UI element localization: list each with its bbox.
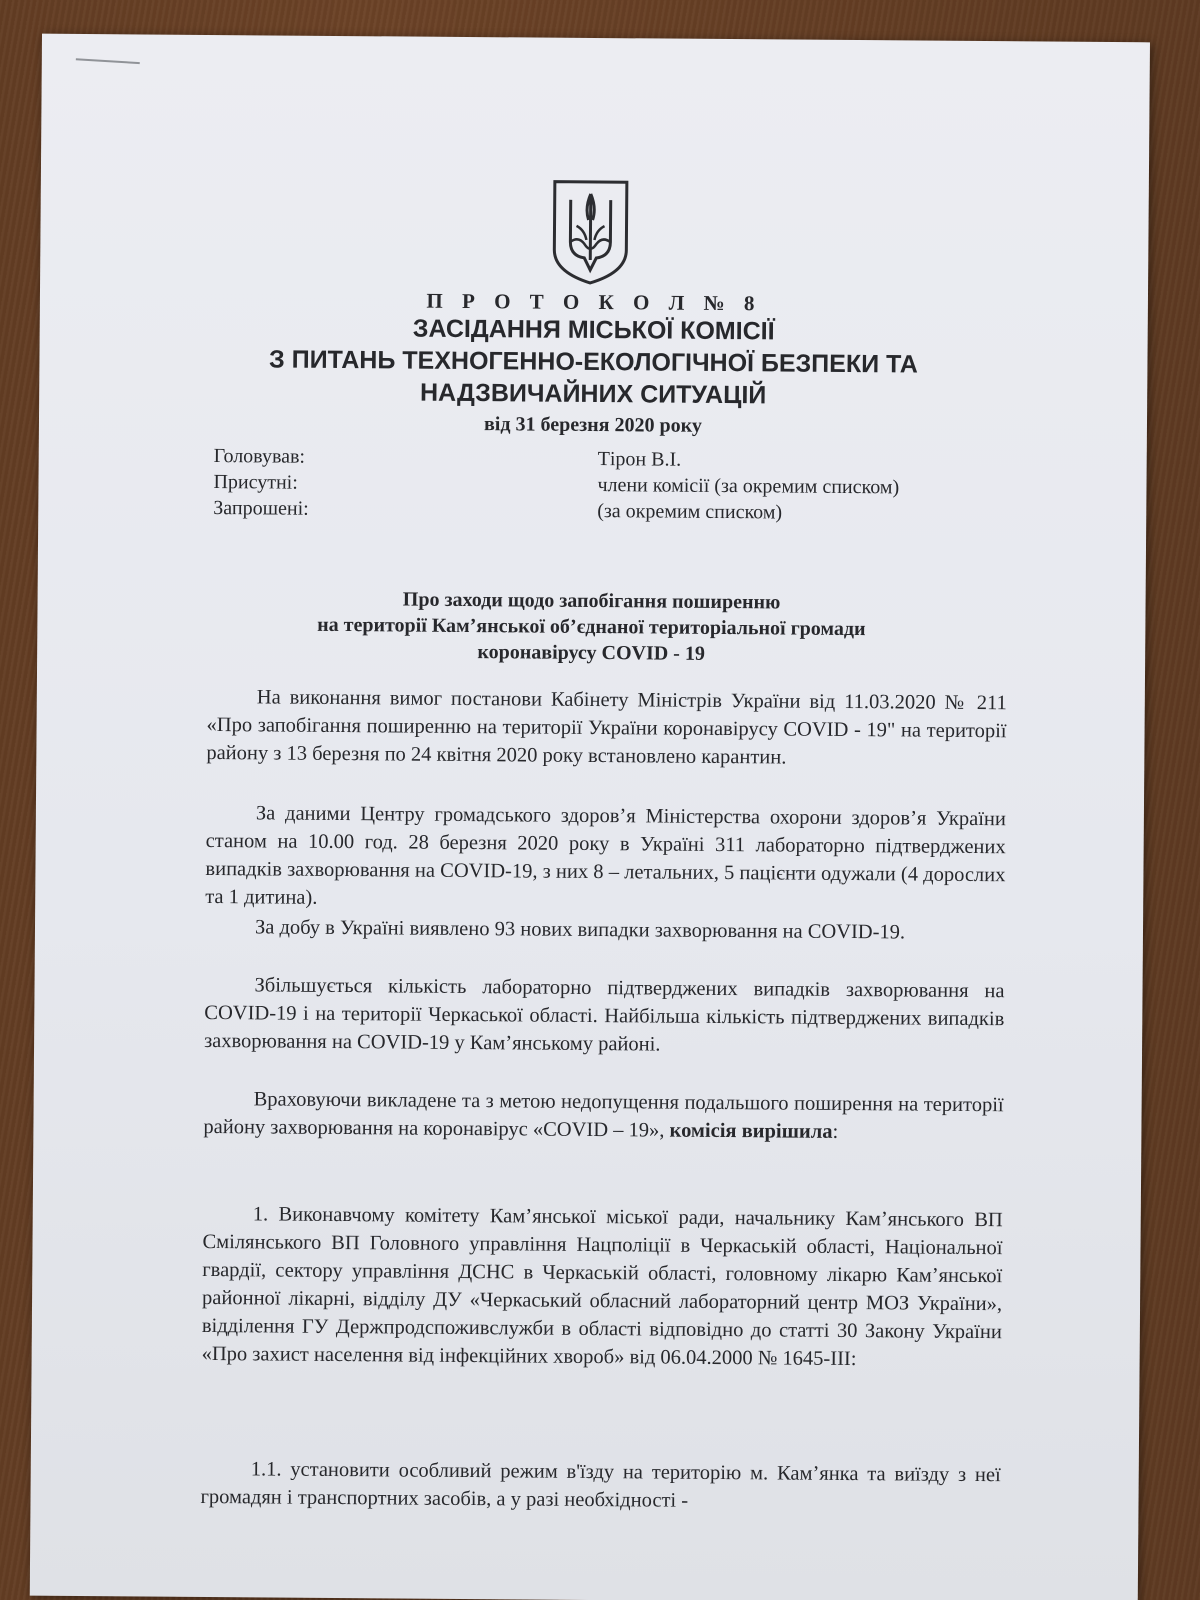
trident-emblem-icon [550, 178, 631, 287]
protocol-date: від 31 березня 2020 року [483, 413, 702, 437]
meta-value: члени комісії (за окремим списком) [597, 474, 900, 499]
decision-bold: комісія вирішила [669, 1119, 833, 1143]
title-line-2: З ПИТАНЬ ТЕХНОГЕННО-ЕКОЛОГІЧНОЇ БЕЗПЕКИ ТА [268, 345, 918, 379]
item-1-1: 1.1. установити особливий режим в'їзду на територію м. Кам’янка та виїзду з неї громадян і транспортних засобів, а у разі необхідності - [200, 1458, 1001, 1512]
item-1: 1. Виконавчому комітету Кам’янської міської ради, начальнику Кам’янського ВП Смілянського ВП Головного управління Нацполіції в Черкаській області, Національної гвардії, сектору управління ДСНС в Черкаській області, головному лікарю Кам’янської районної лікарні, відділу ДУ «Черкаський обласний лабораторний центр МОЗ України», відділення ГУ Держпродспоживслужби в області відповідно до статті 30 Закону України «Про захист населення від інфекційних хвороб» від 06.04.2000 № 1645-ІІІ: [201, 1203, 1003, 1371]
title-line-1: ЗАСІДАННЯ МІСЬКОЇ КОМІСІЇ [412, 314, 775, 346]
paragraph: За добу в Україні виявлено 93 нових випадки захворювання на COVID-19. [254, 916, 906, 944]
meta-label: Присутні: [213, 471, 298, 494]
decision-text: Враховуючи викладене та з метою недопущення подальшого поширення на території району захворювання на коронавірус «COVID – 19», [203, 1088, 1004, 1142]
paragraph: Збільшується кількість лабораторно підтверджених випадків захворювання на COVID-19 і на території Черкаської області. Найбільша кількість підтверджених випадків захворювання на COVID-19 у Кам’янському районі. [204, 974, 1005, 1056]
subject-line-1: Про заходи щодо запобігання поширенню [402, 588, 781, 614]
subject-line-3: коронавірусу COVID - 19 [477, 641, 705, 665]
paragraph: За даними Центру громадського здоров’я Міністерства охорони здоров’я України станом на 10.00 год. 28 березня 2020 року в Україні 311 лабораторно підтверджених випадків захворювання на COVID-19, з них 8 – летальних, 5 пацієнти одужали (4 дорослих та 1 дитина). [205, 802, 1006, 909]
title-line-3: НАДЗВИЧАЙНИХ СИТУАЦІЙ [419, 378, 767, 410]
document-page [30, 34, 1150, 1600]
protocol-number: П Р О Т О К О Л № 8 [426, 288, 762, 316]
meta-value: (за окремим списком) [597, 500, 783, 524]
paragraph: На виконання вимог постанови Кабінету Міністрів України від 11.03.2020 № 211 «Про запобігання поширенню на території України коронавірусу COVID - 19" на території району з 13 березня по 24 квітня 2020 року встановлено карантин. [206, 686, 1007, 769]
decision-end: : [832, 1120, 839, 1143]
meta-label: Головував: [213, 445, 306, 468]
meta-value: Тірон В.І. [597, 448, 682, 471]
meta-label: Запрошені: [213, 497, 309, 520]
decision-paragraph [203, 1085, 1003, 1147]
pen-mark [76, 58, 140, 64]
subject-line-2: на території Кам’янської об’єднаної територіальної громади [317, 613, 866, 641]
